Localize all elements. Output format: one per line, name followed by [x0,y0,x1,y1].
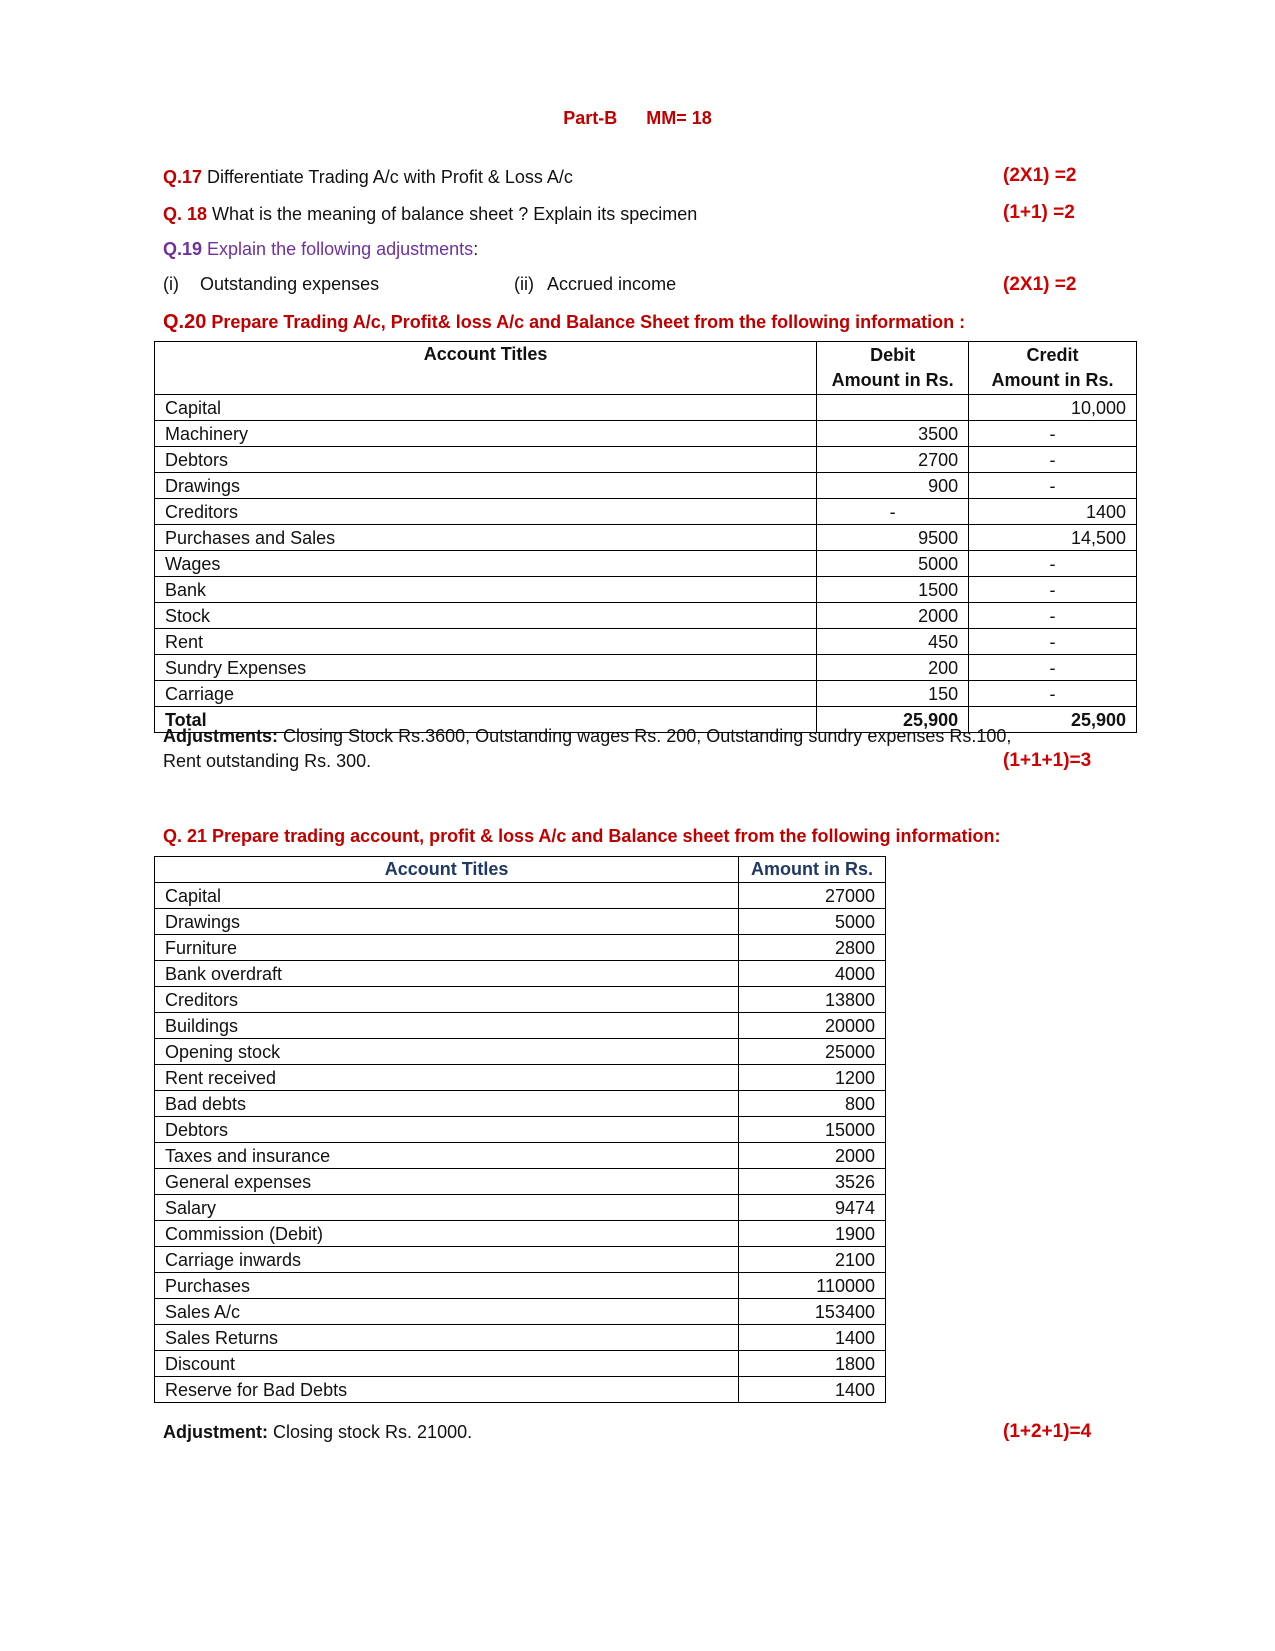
question-17-marks: (2X1) =2 [1003,165,1077,186]
account-title: Sales Returns [155,1325,739,1351]
table-row [155,1091,886,1117]
table-row [155,1377,886,1403]
debit-amount: 450 [817,629,969,655]
table-row [155,499,1137,525]
account-title: Reserve for Bad Debts [155,1377,739,1403]
debit-amount: 2700 [817,447,969,473]
account-title: Commission (Debit) [155,1221,739,1247]
account-title: Furniture [155,935,739,961]
credit-amount: - [969,473,1137,499]
table-row [155,909,886,935]
debit-amount: 150 [817,681,969,707]
q20-adjustments-line-2: Rent outstanding Rs. 300. [163,751,372,771]
question-17 [163,167,573,188]
question-18-marks: (1+1) =2 [1003,202,1075,223]
account-title: Stock [155,603,817,629]
credit-amount: 10,000 [969,395,1137,421]
credit-amount: - [969,577,1137,603]
q20-adjustments [163,726,1011,747]
table-row [155,1013,886,1039]
amount: 1200 [739,1065,886,1091]
account-title: Machinery [155,421,817,447]
q19-option-2 [514,274,676,295]
account-title: Capital [155,395,817,421]
debit-amount: 9500 [817,525,969,551]
q21-accounts-table [154,856,886,1403]
total-credit: 25,900 [969,707,1137,733]
question-20 [163,311,965,334]
account-title: Purchases [155,1273,739,1299]
debit-amount [817,395,969,421]
total-debit: 25,900 [817,707,969,733]
question-19 [163,239,478,260]
account-title: Rent [155,629,817,655]
question-20-marks: (1+1+1)=3 [1003,750,1092,771]
amount: 9474 [739,1195,886,1221]
amount: 2000 [739,1143,886,1169]
table-row [155,681,1137,707]
account-title: Debtors [155,447,817,473]
credit-amount: - [969,447,1137,473]
amount: 27000 [739,883,886,909]
table-header-row [155,342,1137,395]
table-row [155,1299,886,1325]
amount: 20000 [739,1013,886,1039]
table-row [155,525,1137,551]
question-colon: : [473,239,479,259]
header-credit-label: Credit [1026,345,1079,365]
amount: 1800 [739,1351,886,1377]
debit-amount: 2000 [817,603,969,629]
question-number: Q.20 [163,311,207,333]
adjustments-label: Adjustments: [163,726,279,746]
question-number: Q.19 [163,239,203,259]
question-19-marks: (2X1) =2 [1003,274,1077,295]
table-row [155,473,1137,499]
amount: 153400 [739,1299,886,1325]
header-debit-label: Debit [870,345,916,365]
table-header-row [155,857,886,883]
account-title: Salary [155,1195,739,1221]
account-title: Debtors [155,1117,739,1143]
amount: 5000 [739,909,886,935]
table-row [155,629,1137,655]
header-account-titles: Account Titles [155,857,739,883]
table-row [155,551,1137,577]
adjustment-text: Closing stock Rs. 21000. [268,1422,473,1442]
amount: 1900 [739,1221,886,1247]
credit-amount: 14,500 [969,525,1137,551]
option-text: Outstanding expenses [200,274,380,294]
table-row [155,447,1137,473]
account-title: Bank overdraft [155,961,739,987]
table-row [155,1221,886,1247]
account-title: Taxes and insurance [155,1143,739,1169]
q20-trial-balance-table [154,341,1137,733]
amount: 4000 [739,961,886,987]
amount: 25000 [739,1039,886,1065]
header-credit-sub: Amount in Rs. [991,370,1114,390]
max-marks: MM= 18 [646,108,712,128]
account-title: Rent received [155,1065,739,1091]
account-title: Wages [155,551,817,577]
table-row [155,1195,886,1221]
table-row [155,961,886,987]
question-text: What is the meaning of balance sheet ? Explain its specimen [207,204,698,224]
total-label: Total [155,707,817,733]
q19-option-1 [163,274,379,295]
table-row [155,1273,886,1299]
table-row [155,1325,886,1351]
amount: 1400 [739,1377,886,1403]
q21-adjustment [163,1422,472,1443]
account-title: Capital [155,883,739,909]
option-number: (i) [163,274,179,294]
account-title: Drawings [155,473,817,499]
amount: 3526 [739,1169,886,1195]
credit-amount: - [969,421,1137,447]
amount: 15000 [739,1117,886,1143]
question-text: Prepare Trading A/c, Profit& loss A/c and Balance Sheet from the following information : [206,312,966,332]
table-row [155,577,1137,603]
debit-amount: 1500 [817,577,969,603]
amount: 2100 [739,1247,886,1273]
table-row [155,1039,886,1065]
header-debit-sub: Amount in Rs. [831,370,954,390]
option-number: (ii) [514,274,534,294]
question-number: Q.17 [163,167,203,187]
account-title: Carriage inwards [155,1247,739,1273]
amount: 110000 [739,1273,886,1299]
debit-amount: 3500 [817,421,969,447]
table-row [155,1143,886,1169]
account-title: Carriage [155,681,817,707]
credit-amount: - [969,655,1137,681]
table-row [155,603,1137,629]
amount: 1400 [739,1325,886,1351]
account-title: Sales A/c [155,1299,739,1325]
table-row [155,1117,886,1143]
amount: 13800 [739,987,886,1013]
table-row [155,395,1137,421]
table-row [155,421,1137,447]
table-row [155,1065,886,1091]
table-row [155,935,886,961]
account-title: Buildings [155,1013,739,1039]
table-row [155,883,886,909]
account-title: Opening stock [155,1039,739,1065]
account-title: Bank [155,577,817,603]
table-row [155,987,886,1013]
credit-amount: - [969,629,1137,655]
question-21: Q. 21 Prepare trading account, profit & loss A/c and Balance sheet from the following information: [163,826,1001,846]
table-row [155,1351,886,1377]
credit-amount: - [969,603,1137,629]
amount: 800 [739,1091,886,1117]
account-title: Drawings [155,909,739,935]
account-title: Bad debts [155,1091,739,1117]
header-account-titles: Account Titles [155,342,817,395]
adjustments-text: Closing Stock Rs.3600, Outstanding wages Rs. 200, Outstanding sundry expenses Rs.100, [278,726,1012,746]
question-text: Differentiate Trading A/c with Profit & Loss A/c [202,167,573,187]
account-title: Purchases and Sales [155,525,817,551]
debit-amount: 900 [817,473,969,499]
account-title: Sundry Expenses [155,655,817,681]
amount: 2800 [739,935,886,961]
header-amount: Amount in Rs. [739,857,886,883]
credit-amount: - [969,681,1137,707]
question-18 [163,204,697,225]
part-label: Part-B [563,108,618,128]
question-text: Explain the following adjustments [202,239,474,259]
header-debit [817,342,969,395]
table-row [155,655,1137,681]
credit-amount: - [969,551,1137,577]
account-title: Discount [155,1351,739,1377]
page-title [0,108,1275,129]
table-row [155,1247,886,1273]
adjustment-label: Adjustment: [163,1422,268,1442]
credit-amount: 1400 [969,499,1137,525]
header-credit [969,342,1137,395]
account-title: General expenses [155,1169,739,1195]
account-title: Creditors [155,987,739,1013]
debit-amount: 5000 [817,551,969,577]
account-title: Creditors [155,499,817,525]
question-number: Q. 18 [163,204,208,224]
table-row [155,1169,886,1195]
question-21-marks: (1+2+1)=4 [1003,1421,1092,1442]
debit-amount: 200 [817,655,969,681]
option-text: Accrued income [547,274,677,294]
debit-amount: - [817,499,969,525]
